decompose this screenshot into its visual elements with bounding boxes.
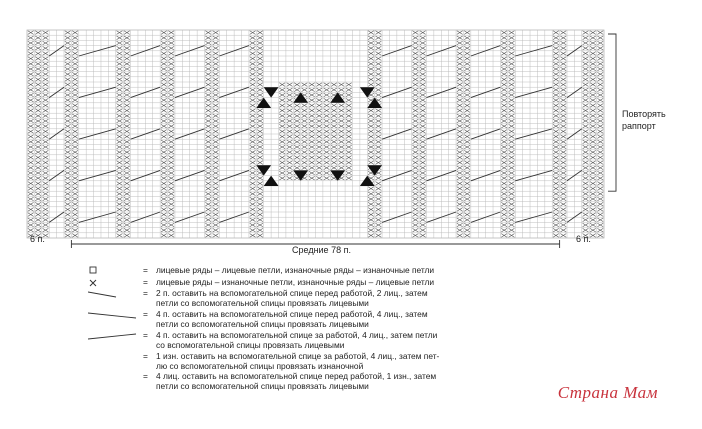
legend-description: [156, 289, 576, 308]
chart-gridlines: [27, 30, 604, 238]
legend-symbol-cable-2-right: [88, 289, 138, 309]
legend-equals: =: [143, 351, 148, 361]
legend-text-line: петли со вспомогательной спицы провязать лицевыми: [156, 318, 369, 329]
watermark-logo: Страна Мам: [557, 383, 658, 402]
legend-text-line: 4 лиц. оставить на вспомогательной спице перед работой, 1 изн., затем: [156, 371, 437, 381]
legend-description: [156, 278, 576, 288]
legend-text-line: лицевые ряды – лицевые петли, изнаночные ряды – изнаночные петли: [156, 265, 435, 275]
legend-text-line: петли со вспомогательной спицы провязать лицевыми: [156, 297, 369, 308]
legend-equals: =: [143, 371, 148, 381]
legend-description: [156, 372, 576, 391]
repeat-label: [622, 108, 666, 132]
legend-equals: =: [143, 330, 148, 340]
legend-symbol-cable-4-right: [88, 310, 138, 330]
legend-symbol-purl-cross-left: [88, 352, 138, 372]
legend-equals: =: [143, 309, 148, 319]
legend-text-line: петли со вспомогательной спицы провязать лицевыми: [156, 380, 369, 391]
legend-equals: =: [143, 265, 148, 275]
legend-text-line: 1 изн. оставить на вспомогательной спице за работой, 4 лиц., затем пет-: [156, 351, 440, 361]
legend-text-line: со вспомогательной спицы провязать лицевыми: [156, 339, 345, 350]
legend-description: [156, 266, 576, 276]
legend-description: [156, 352, 576, 371]
legend-text-line: 4 п. оставить на вспомогательной спице за работой, 4 лиц., затем петли: [156, 330, 438, 340]
legend-text-line: 4 п. оставить на вспомогательной спице перед работой, 4 лиц., затем: [156, 309, 428, 319]
repeat-label-line2: раппорт: [622, 121, 656, 131]
legend-equals: =: [143, 277, 148, 287]
middle-stitches-label: Средние 78 п.: [292, 245, 351, 255]
left-edge-label: 6 п.: [30, 234, 45, 244]
legend-text-line: лю со вспомогательной спицы провязать изнаночной: [156, 360, 364, 371]
right-edge-label: 6 п.: [576, 234, 591, 244]
legend-description: [156, 331, 576, 350]
legend-description: [156, 310, 576, 329]
legend-text-line: 2 п. оставить на вспомогательной спице перед работой, 2 лиц., затем: [156, 288, 428, 298]
repeat-bracket: [608, 34, 616, 191]
legend-symbol-cable-4-left: [88, 331, 138, 351]
legend-text-line: лицевые ряды – изнаночные петли, изнаночные ряды – лицевые петли: [156, 277, 435, 287]
legend-equals: =: [143, 288, 148, 298]
repeat-label-line1: Повторять: [622, 109, 666, 119]
legend-symbol-purl-cross-right: [88, 372, 138, 392]
